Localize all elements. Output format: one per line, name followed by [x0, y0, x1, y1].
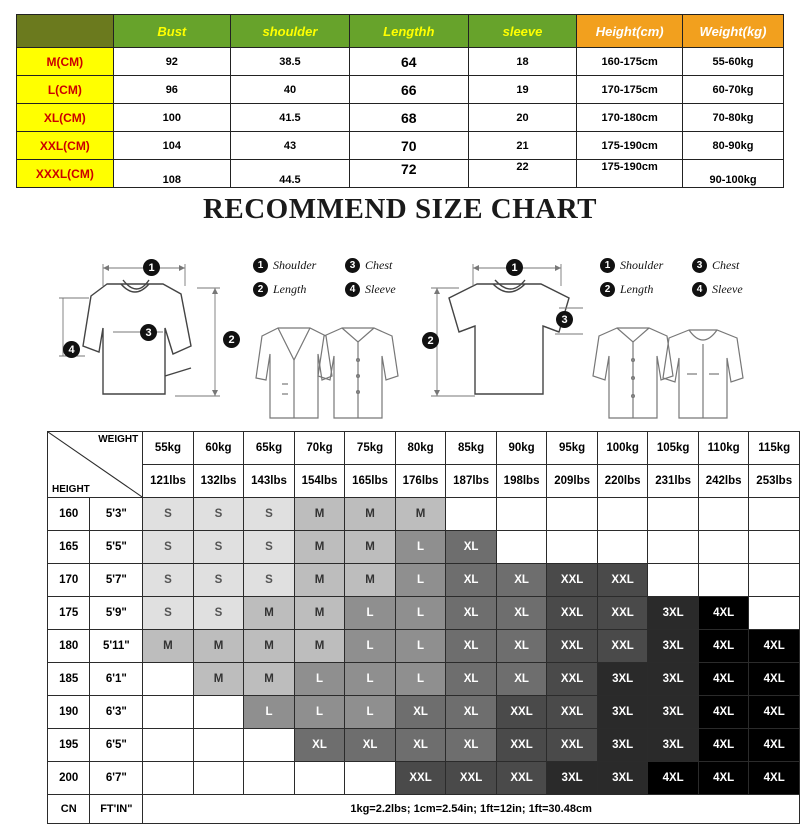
size-cell-xxl: XXL	[597, 564, 648, 597]
size-cell-l: L	[395, 663, 446, 696]
illustration-band	[0, 236, 800, 426]
size-cell-m: M	[244, 597, 295, 630]
weight-kg-header: 115kg	[749, 432, 800, 465]
row-size-label: M(CM)	[17, 48, 114, 76]
matrix-corner-cell	[48, 432, 143, 498]
weight-lbs-header: 143lbs	[244, 465, 295, 498]
weight-lbs-header: 132lbs	[193, 465, 244, 498]
header-cell-sleeve: sleeve	[468, 15, 577, 48]
matrix-row	[48, 696, 800, 729]
matrix-footer-row	[48, 795, 800, 824]
size-cell-m: M	[294, 531, 345, 564]
marker-3-left: 3	[140, 324, 157, 341]
cell-weight: 80-90kg	[683, 132, 784, 160]
weight-lbs-header: 187lbs	[446, 465, 497, 498]
footer-cn-label: CN	[48, 795, 90, 824]
weight-lbs-header: 198lbs	[496, 465, 547, 498]
size-cell-empty	[547, 498, 598, 531]
matrix-row	[48, 564, 800, 597]
weight-lbs-header: 176lbs	[395, 465, 446, 498]
size-cell-m: M	[345, 564, 396, 597]
header-cell-height: Height(cm)	[577, 15, 683, 48]
legend-num-1: 1	[600, 258, 615, 273]
size-cell-xl: XL	[294, 729, 345, 762]
legend-label-shoulder: Shoulder	[273, 258, 317, 272]
size-cell-s: S	[193, 498, 244, 531]
size-cell-l: L	[395, 531, 446, 564]
cell-bust: 92	[113, 48, 230, 76]
cell-height: 175-190cm	[577, 160, 683, 188]
weight-kg-header: 60kg	[193, 432, 244, 465]
size-cell-s: S	[193, 531, 244, 564]
size-cell-empty	[193, 729, 244, 762]
legend-left	[253, 258, 437, 306]
size-cell-3xl: 3XL	[648, 696, 699, 729]
size-cell-l: L	[244, 696, 295, 729]
size-cell-3xl: 3XL	[648, 729, 699, 762]
size-cell-4xl: 4XL	[749, 630, 800, 663]
marker-4-left: 4	[63, 341, 80, 358]
weight-kg-header: 65kg	[244, 432, 295, 465]
legend-right	[600, 258, 784, 306]
size-cell-4xl: 4XL	[698, 630, 749, 663]
cell-weight: 90-100kg	[683, 160, 784, 188]
cell-weight: 60-70kg	[683, 76, 784, 104]
size-cell-4xl: 4XL	[749, 696, 800, 729]
cell-sleeve: 21	[468, 132, 577, 160]
weight-lbs-header: 154lbs	[294, 465, 345, 498]
height-cm-cell: 175	[48, 597, 90, 630]
size-cell-xxl: XXL	[496, 762, 547, 795]
size-cell-empty	[496, 531, 547, 564]
size-cell-s: S	[244, 498, 295, 531]
size-cell-s: S	[143, 498, 194, 531]
size-cell-4xl: 4XL	[749, 762, 800, 795]
table-row	[17, 160, 784, 188]
weight-lbs-header: 220lbs	[597, 465, 648, 498]
size-cell-l: L	[345, 663, 396, 696]
size-cell-empty	[749, 531, 800, 564]
size-cell-m: M	[294, 498, 345, 531]
size-cell-4xl: 4XL	[749, 663, 800, 696]
matrix-row	[48, 498, 800, 531]
size-cell-xxl: XXL	[395, 762, 446, 795]
legend-num-2: 2	[600, 282, 615, 297]
cell-length: 66	[349, 76, 468, 104]
size-cell-m: M	[294, 564, 345, 597]
table-row	[17, 76, 784, 104]
size-cell-xl: XL	[446, 729, 497, 762]
size-cell-l: L	[395, 564, 446, 597]
cell-sleeve: 22	[468, 160, 577, 188]
cell-shoulder: 41.5	[230, 104, 349, 132]
size-cell-l: L	[294, 663, 345, 696]
matrix-row	[48, 729, 800, 762]
size-cell-3xl: 3XL	[597, 762, 648, 795]
size-cell-m: M	[143, 630, 194, 663]
weight-lbs-header: 209lbs	[547, 465, 598, 498]
matrix-header-weight-lbs	[48, 465, 800, 498]
size-cell-xxl: XXL	[597, 630, 648, 663]
size-cell-3xl: 3XL	[547, 762, 598, 795]
legend-num-3: 3	[345, 258, 360, 273]
matrix-height-label: HEIGHT	[52, 484, 90, 495]
height-cm-cell: 195	[48, 729, 90, 762]
legend-label-shoulder: Shoulder	[620, 258, 664, 272]
row-size-label: XL(CM)	[17, 104, 114, 132]
size-cell-xxl: XXL	[496, 729, 547, 762]
legend-label-sleeve: Sleeve	[712, 282, 743, 296]
size-cell-xl: XL	[395, 729, 446, 762]
size-cell-empty	[648, 531, 699, 564]
cell-shoulder: 40	[230, 76, 349, 104]
size-cell-m: M	[193, 630, 244, 663]
size-cell-xxl: XXL	[547, 564, 598, 597]
matrix-row	[48, 597, 800, 630]
cell-sleeve: 19	[468, 76, 577, 104]
cell-height: 170-180cm	[577, 104, 683, 132]
size-cell-s: S	[244, 564, 295, 597]
legend-label-length: Length	[620, 282, 654, 296]
row-size-label: L(CM)	[17, 76, 114, 104]
cell-sleeve: 20	[468, 104, 577, 132]
size-cell-3xl: 3XL	[597, 729, 648, 762]
height-ftin-cell: 5'9"	[90, 597, 143, 630]
cell-shoulder: 38.5	[230, 48, 349, 76]
height-ftin-cell: 6'3"	[90, 696, 143, 729]
cell-sleeve: 18	[468, 48, 577, 76]
height-ftin-cell: 5'3"	[90, 498, 143, 531]
weight-kg-header: 80kg	[395, 432, 446, 465]
legend-num-2: 2	[253, 282, 268, 297]
cell-shoulder: 43	[230, 132, 349, 160]
size-cell-empty	[143, 762, 194, 795]
size-cell-xxl: XXL	[496, 696, 547, 729]
size-cell-empty	[345, 762, 396, 795]
marker-2-right: 2	[422, 332, 439, 349]
legend-num-4: 4	[692, 282, 707, 297]
cell-weight: 70-80kg	[683, 104, 784, 132]
table-header-row	[17, 15, 784, 48]
size-cell-xl: XL	[496, 663, 547, 696]
height-ftin-cell: 6'7"	[90, 762, 143, 795]
header-cell-shoulder: shoulder	[230, 15, 349, 48]
size-cell-empty	[244, 762, 295, 795]
size-cell-l: L	[345, 630, 396, 663]
weight-kg-header: 95kg	[547, 432, 598, 465]
size-cell-xl: XL	[446, 663, 497, 696]
size-cell-4xl: 4XL	[698, 597, 749, 630]
size-cell-empty	[193, 696, 244, 729]
weight-kg-header: 110kg	[698, 432, 749, 465]
weight-lbs-header: 242lbs	[698, 465, 749, 498]
row-size-label: XXXL(CM)	[17, 160, 114, 188]
weight-kg-header: 105kg	[648, 432, 699, 465]
size-cell-xl: XL	[446, 696, 497, 729]
size-cell-s: S	[193, 597, 244, 630]
weight-kg-header: 70kg	[294, 432, 345, 465]
footer-conversion-note: 1kg=2.2lbs; 1cm=2.54in; 1ft=12in; 1ft=30.48cm	[143, 795, 800, 824]
size-cell-xxl: XXL	[547, 597, 598, 630]
size-cell-empty	[143, 729, 194, 762]
size-cell-xxl: XXL	[547, 630, 598, 663]
marker-3-right: 3	[556, 311, 573, 328]
size-cell-xl: XL	[395, 696, 446, 729]
header-cell-weight: Weight(kg)	[683, 15, 784, 48]
cell-bust: 96	[113, 76, 230, 104]
weight-lbs-header: 253lbs	[749, 465, 800, 498]
matrix-header-weight-kg	[48, 432, 800, 465]
cell-bust: 108	[113, 160, 230, 188]
size-cell-3xl: 3XL	[648, 597, 699, 630]
cell-bust: 104	[113, 132, 230, 160]
height-cm-cell: 170	[48, 564, 90, 597]
size-cell-l: L	[345, 696, 396, 729]
size-cell-empty	[749, 498, 800, 531]
size-cell-3xl: 3XL	[597, 663, 648, 696]
matrix-weight-label: WEIGHT	[98, 434, 139, 445]
size-cell-xl: XL	[496, 597, 547, 630]
size-cell-l: L	[345, 597, 396, 630]
size-cell-l: L	[294, 696, 345, 729]
weight-kg-header: 55kg	[143, 432, 194, 465]
size-cell-4xl: 4XL	[698, 729, 749, 762]
legend-label-sleeve: Sleeve	[365, 282, 396, 296]
height-cm-cell: 180	[48, 630, 90, 663]
size-cell-xxl: XXL	[547, 729, 598, 762]
size-cell-l: L	[395, 630, 446, 663]
size-cell-empty	[597, 531, 648, 564]
size-cell-xxl: XXL	[597, 597, 648, 630]
height-ftin-cell: 5'5"	[90, 531, 143, 564]
size-cell-3xl: 3XL	[597, 696, 648, 729]
height-cm-cell: 200	[48, 762, 90, 795]
cell-length: 68	[349, 104, 468, 132]
size-cell-empty	[143, 663, 194, 696]
size-cell-empty	[143, 696, 194, 729]
marker-2-left: 2	[223, 331, 240, 348]
size-cell-3xl: 3XL	[648, 663, 699, 696]
size-cell-empty	[446, 498, 497, 531]
height-ftin-cell: 6'5"	[90, 729, 143, 762]
row-size-label: XXL(CM)	[17, 132, 114, 160]
marker-1-left: 1	[143, 259, 160, 276]
size-cell-4xl: 4XL	[749, 729, 800, 762]
size-cell-xxl: XXL	[547, 663, 598, 696]
weight-lbs-header: 121lbs	[143, 465, 194, 498]
measurement-table	[16, 14, 784, 188]
cell-height: 175-190cm	[577, 132, 683, 160]
matrix-row	[48, 531, 800, 564]
weight-kg-header: 85kg	[446, 432, 497, 465]
header-cell-bust: Bust	[113, 15, 230, 48]
cell-height: 160-175cm	[577, 48, 683, 76]
size-cell-m: M	[345, 498, 396, 531]
height-ftin-cell: 6'1"	[90, 663, 143, 696]
marker-1-right: 1	[506, 259, 523, 276]
cell-length: 72	[349, 160, 468, 188]
size-cell-4xl: 4XL	[698, 696, 749, 729]
size-cell-xl: XL	[446, 564, 497, 597]
legend-label-chest: Chest	[712, 258, 740, 272]
footer-ftin-label: FT'IN"	[90, 795, 143, 824]
size-cell-empty	[749, 597, 800, 630]
height-ftin-cell: 5'11"	[90, 630, 143, 663]
size-cell-empty	[547, 531, 598, 564]
size-cell-xl: XL	[446, 630, 497, 663]
size-cell-3xl: 3XL	[648, 630, 699, 663]
size-cell-xl: XL	[496, 630, 547, 663]
header-cell-blank	[17, 15, 114, 48]
size-cell-xl: XL	[446, 531, 497, 564]
matrix-row	[48, 762, 800, 795]
size-cell-empty	[749, 564, 800, 597]
size-cell-xxl: XXL	[446, 762, 497, 795]
size-cell-xl: XL	[446, 597, 497, 630]
matrix-row	[48, 663, 800, 696]
weight-lbs-header: 165lbs	[345, 465, 396, 498]
height-ftin-cell: 5'7"	[90, 564, 143, 597]
header-cell-length: Lengthh	[349, 15, 468, 48]
legend-label-chest: Chest	[365, 258, 393, 272]
size-cell-s: S	[143, 564, 194, 597]
cell-bust: 100	[113, 104, 230, 132]
weight-kg-header: 100kg	[597, 432, 648, 465]
cell-length: 64	[349, 48, 468, 76]
table-row	[17, 132, 784, 160]
cell-length: 70	[349, 132, 468, 160]
size-cell-empty	[294, 762, 345, 795]
size-cell-4xl: 4XL	[698, 663, 749, 696]
size-cell-m: M	[294, 597, 345, 630]
hoodie-icon	[655, 314, 785, 434]
size-cell-empty	[698, 498, 749, 531]
size-cell-l: L	[395, 597, 446, 630]
size-cell-m: M	[345, 531, 396, 564]
size-cell-4xl: 4XL	[648, 762, 699, 795]
size-cell-empty	[648, 564, 699, 597]
size-cell-m: M	[294, 630, 345, 663]
size-cell-s: S	[244, 531, 295, 564]
size-cell-empty	[648, 498, 699, 531]
size-cell-empty	[496, 498, 547, 531]
page-title: RECOMMEND SIZE CHART	[202, 193, 598, 225]
height-cm-cell: 190	[48, 696, 90, 729]
matrix-row	[48, 630, 800, 663]
size-cell-m: M	[193, 663, 244, 696]
size-cell-empty	[698, 564, 749, 597]
size-cell-empty	[597, 498, 648, 531]
height-cm-cell: 165	[48, 531, 90, 564]
legend-label-length: Length	[273, 282, 307, 296]
weight-kg-header: 90kg	[496, 432, 547, 465]
cell-shoulder: 44.5	[230, 160, 349, 188]
height-cm-cell: 185	[48, 663, 90, 696]
legend-num-1: 1	[253, 258, 268, 273]
size-cell-empty	[193, 762, 244, 795]
height-cm-cell: 160	[48, 498, 90, 531]
cell-height: 170-175cm	[577, 76, 683, 104]
size-cell-m: M	[395, 498, 446, 531]
height-weight-matrix	[47, 431, 800, 824]
size-cell-empty	[698, 531, 749, 564]
size-cell-m: M	[244, 663, 295, 696]
weight-lbs-header: 231lbs	[648, 465, 699, 498]
size-cell-xl: XL	[496, 564, 547, 597]
size-cell-s: S	[143, 597, 194, 630]
weight-kg-header: 75kg	[345, 432, 396, 465]
legend-num-3: 3	[692, 258, 707, 273]
cell-weight: 55-60kg	[683, 48, 784, 76]
size-cell-xxl: XXL	[547, 696, 598, 729]
size-cell-empty	[244, 729, 295, 762]
legend-num-4: 4	[345, 282, 360, 297]
size-cell-m: M	[244, 630, 295, 663]
size-cell-s: S	[143, 531, 194, 564]
size-cell-xl: XL	[345, 729, 396, 762]
size-cell-s: S	[193, 564, 244, 597]
size-cell-4xl: 4XL	[698, 762, 749, 795]
matrix-body	[48, 498, 800, 795]
table-row	[17, 48, 784, 76]
table-row	[17, 104, 784, 132]
